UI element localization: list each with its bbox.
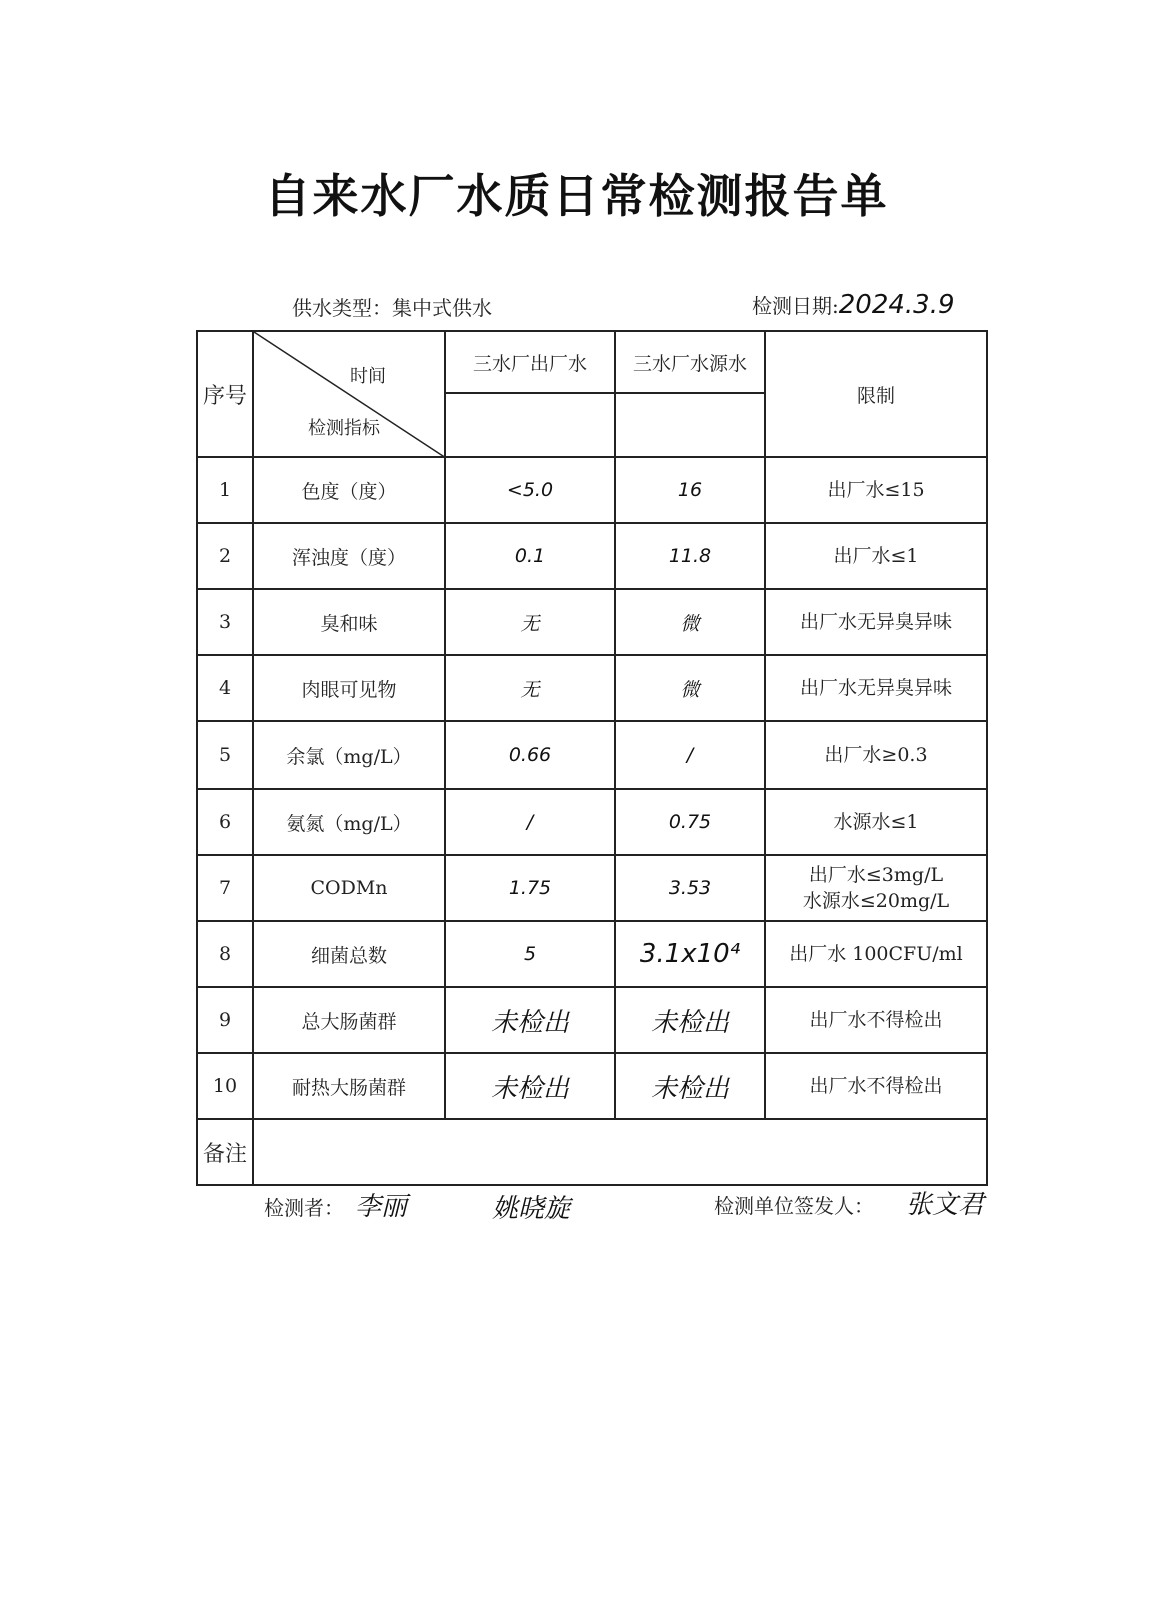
remarks-row: [197, 1119, 987, 1185]
row-source-value: 16: [615, 457, 765, 523]
row-source-value: /: [615, 721, 765, 789]
header-col-source: 三水厂水源水: [615, 331, 765, 393]
row-indicator: 浑浊度（度）: [253, 523, 445, 589]
row-limit: 出厂水≤1: [765, 523, 987, 589]
row-outlet-value: 未检出: [445, 987, 615, 1053]
report-table: [196, 330, 988, 1186]
header-indicator: 检测指标: [308, 418, 380, 439]
header-col-source-blank: [615, 393, 765, 457]
row-source-value: 微: [615, 589, 765, 655]
row-limit: 出厂水无异臭异味: [765, 655, 987, 721]
row-limit: 出厂水≥0.3: [765, 721, 987, 789]
table-row: [197, 721, 987, 789]
issuer-label: 检测单位签发人：: [714, 1194, 874, 1218]
remarks-value: [253, 1119, 987, 1185]
row-source-value: 11.8: [615, 523, 765, 589]
remarks-label: 备注: [197, 1119, 253, 1185]
row-outlet-value: 无: [445, 655, 615, 721]
table-row: [197, 655, 987, 721]
row-indicator: CODMn: [253, 855, 445, 921]
row-no: 7: [197, 855, 253, 921]
test-date-value: 2024.3.9: [838, 290, 955, 320]
row-indicator: 耐热大肠菌群: [253, 1053, 445, 1119]
header-limit: 限制: [765, 331, 987, 457]
row-no: 8: [197, 921, 253, 987]
table-row: [197, 523, 987, 589]
row-outlet-value: 无: [445, 589, 615, 655]
table-row: [197, 589, 987, 655]
row-no: 1: [197, 457, 253, 523]
row-indicator: 色度（度）: [253, 457, 445, 523]
supply-type-value: 集中式供水: [392, 296, 492, 320]
row-indicator: 细菌总数: [253, 921, 445, 987]
row-outlet-value: 0.66: [445, 721, 615, 789]
row-limit: 出厂水≤3mg/L 水源水≤20mg/L: [765, 855, 987, 921]
row-limit: 水源水≤1: [765, 789, 987, 855]
row-outlet-value: 未检出: [445, 1053, 615, 1119]
table-row: [197, 457, 987, 523]
row-no: 6: [197, 789, 253, 855]
row-indicator: 肉眼可见物: [253, 655, 445, 721]
row-source-value: 微: [615, 655, 765, 721]
header-col-outlet-blank: [445, 393, 615, 457]
header-row-1: [197, 331, 987, 393]
row-limit: 出厂水 100CFU/ml: [765, 921, 987, 987]
row-no: 9: [197, 987, 253, 1053]
table-row: [197, 921, 987, 987]
row-limit: 出厂水不得检出: [765, 1053, 987, 1119]
table-row: [197, 789, 987, 855]
row-source-value: 0.75: [615, 789, 765, 855]
header-seq: 序号: [197, 331, 253, 457]
supply-type: [292, 292, 492, 321]
test-date: [752, 290, 955, 320]
table-row: [197, 855, 987, 921]
row-no: 5: [197, 721, 253, 789]
table-row: [197, 1053, 987, 1119]
row-no: 4: [197, 655, 253, 721]
row-source-value: 未检出: [615, 1053, 765, 1119]
row-indicator: 余氯（mg/L）: [253, 721, 445, 789]
row-source-value: 3.1x10⁴: [615, 921, 765, 987]
test-date-label: 检测日期:: [752, 294, 839, 318]
inspector-label: 检测者：: [264, 1196, 344, 1220]
row-no: 3: [197, 589, 253, 655]
header-col-outlet: 三水厂出厂水: [445, 331, 615, 393]
inspector-signature-2: 姚晓旋: [492, 1194, 571, 1224]
report-title: 自来水厂水质日常检测报告单: [264, 169, 889, 223]
row-outlet-value: <5.0: [445, 457, 615, 523]
row-limit: 出厂水无异臭异味: [765, 589, 987, 655]
row-limit: 出厂水≤15: [765, 457, 987, 523]
issuer-signature: 张文君: [906, 1190, 985, 1220]
row-outlet-value: 0.1: [445, 523, 615, 589]
row-indicator: 氨氮（mg/L）: [253, 789, 445, 855]
row-indicator: 总大肠菌群: [253, 987, 445, 1053]
header-time: 时间: [350, 366, 386, 387]
row-limit: 出厂水不得检出: [765, 987, 987, 1053]
row-source-value: 未检出: [615, 987, 765, 1053]
row-no: 10: [197, 1053, 253, 1119]
supply-type-label: 供水类型：: [292, 296, 392, 320]
row-indicator: 臭和味: [253, 589, 445, 655]
row-source-value: 3.53: [615, 855, 765, 921]
row-outlet-value: 5: [445, 921, 615, 987]
header-diagonal-cell: [253, 331, 445, 457]
inspector-signature-1: 李丽: [355, 1192, 408, 1222]
row-no: 2: [197, 523, 253, 589]
row-outlet-value: /: [445, 789, 615, 855]
row-outlet-value: 1.75: [445, 855, 615, 921]
table-row: [197, 987, 987, 1053]
